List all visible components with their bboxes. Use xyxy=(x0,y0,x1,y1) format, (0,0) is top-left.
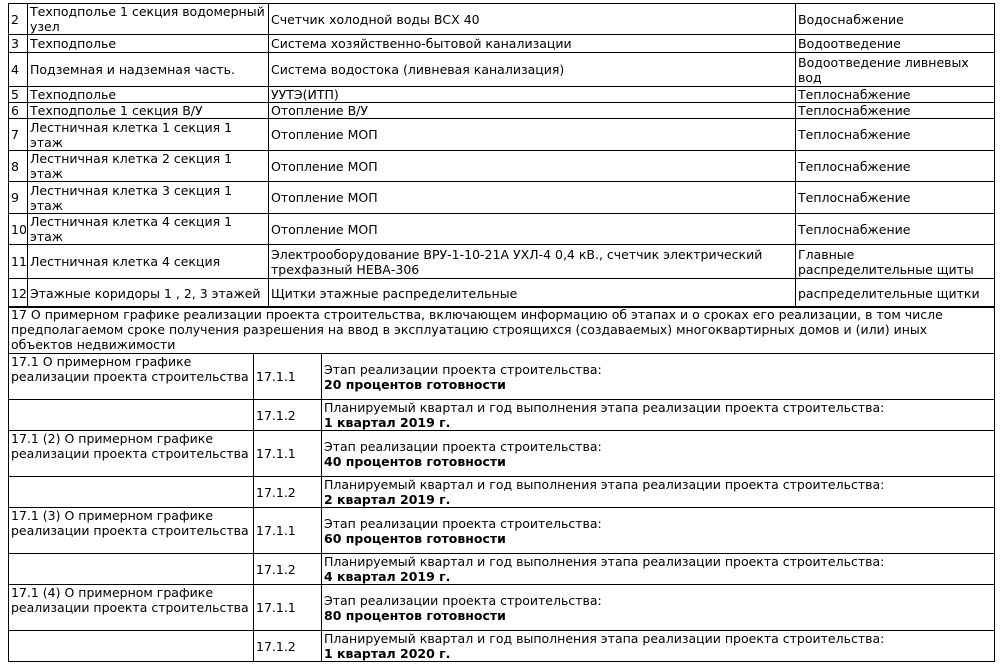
cell-purpose: Теплоснабжение xyxy=(796,182,995,214)
table-row xyxy=(9,35,995,53)
table-row xyxy=(9,87,995,103)
date-cell xyxy=(322,631,995,662)
date-code: 17.1.2 xyxy=(254,554,322,585)
stage-code: 17.1.1 xyxy=(254,585,322,631)
cell-num: 5 xyxy=(9,87,28,103)
date-code: 17.1.2 xyxy=(254,631,322,662)
cell-location: Техподполье xyxy=(28,35,269,53)
date-label: Планируемый квартал и год выполнения этапа реализации проекта строительства: xyxy=(324,631,885,646)
date-cell xyxy=(322,400,995,431)
stage-row xyxy=(9,354,995,400)
cell-num: 11 xyxy=(9,245,28,279)
cell-num: 6 xyxy=(9,103,28,119)
stage-group-label: 17.1 (4) О примерном графике реализации проекта строительства xyxy=(9,585,254,631)
cell-purpose: Водоотведение ливневых вод xyxy=(796,53,995,87)
cell-equipment: Отопление МОП xyxy=(269,151,796,182)
cell-equipment: Отопление В/У xyxy=(269,103,796,119)
cell-location: Лестничная клетка 4 секция xyxy=(28,245,269,279)
cell-purpose: Теплоснабжение xyxy=(796,214,995,245)
date-value: 1 квартал 2019 г. xyxy=(324,415,451,430)
stage-value: 60 процентов готовности xyxy=(324,530,506,546)
cell-purpose: Теплоснабжение xyxy=(796,119,995,151)
stage-code: 17.1.1 xyxy=(254,508,322,554)
stage-cell xyxy=(322,354,995,400)
cell-location: Лестничная клетка 1 секция 1 этаж xyxy=(28,119,269,151)
date-row xyxy=(9,477,995,508)
stage-label: Этап реализации проекта строительства: xyxy=(324,592,602,608)
date-row xyxy=(9,631,995,662)
stage-row xyxy=(9,585,995,631)
cell-num: 7 xyxy=(9,119,28,151)
cell-purpose: Водоотведение xyxy=(796,35,995,53)
cell-num: 3 xyxy=(9,35,28,53)
date-label: Планируемый квартал и год выполнения этапа реализации проекта строительства: xyxy=(324,400,885,415)
empty-cell xyxy=(9,400,254,431)
cell-num: 8 xyxy=(9,151,28,182)
date-value: 4 квартал 2019 г. xyxy=(324,569,451,584)
cell-location: Лестничная клетка 4 секция 1 этаж xyxy=(28,214,269,245)
schedule-table xyxy=(8,306,995,662)
cell-equipment: Щитки этажные распределительные xyxy=(269,279,796,308)
cell-equipment: Отопление МОП xyxy=(269,119,796,151)
cell-purpose: Теплоснабжение xyxy=(796,151,995,182)
cell-num: 12 xyxy=(9,279,28,308)
cell-equipment: Электрооборудование ВРУ-1-10-21А УХЛ-4 0,4 кВ., счетчик электрический трехфазный НЕВА-306 xyxy=(269,245,796,279)
empty-cell xyxy=(9,631,254,662)
table-row xyxy=(9,214,995,245)
stage-group-label: 17.1 (2) О примерном графике реализации проекта строительства xyxy=(9,431,254,477)
cell-location: Техподполье 1 секция В/У xyxy=(28,103,269,119)
date-code: 17.1.2 xyxy=(254,400,322,431)
stage-cell xyxy=(322,585,995,631)
stage-code: 17.1.1 xyxy=(254,431,322,477)
table-row xyxy=(9,245,995,279)
cell-equipment: Счетчик холодной воды ВСХ 40 xyxy=(269,4,796,35)
stage-row xyxy=(9,508,995,554)
date-label: Планируемый квартал и год выполнения этапа реализации проекта строительства: xyxy=(324,554,885,569)
cell-equipment: Отопление МОП xyxy=(269,182,796,214)
cell-purpose: Теплоснабжение xyxy=(796,87,995,103)
cell-location: Этажные коридоры 1 , 2, 3 этажей xyxy=(28,279,269,308)
date-value: 1 квартал 2020 г. xyxy=(324,646,451,661)
cell-location: Подземная и надземная часть. xyxy=(28,53,269,87)
empty-cell xyxy=(9,554,254,585)
section-17-title: 17 О примерном графике реализации проекта строительства, включающем информацию об этапах и о сроках его реализации, в том числе предполагаемом сроке получения разрешения на ввод в эксплуатацию строящихся (создаваемых) многоквартирных домов и (или) иных объектов недвижимости xyxy=(9,307,995,354)
date-cell xyxy=(322,477,995,508)
table-row xyxy=(9,53,995,87)
stage-row xyxy=(9,431,995,477)
stage-label: Этап реализации проекта строительства: xyxy=(324,515,602,531)
date-label: Планируемый квартал и год выполнения этапа реализации проекта строительства: xyxy=(324,477,885,492)
stage-value: 20 процентов готовности xyxy=(324,376,506,392)
date-value: 2 квартал 2019 г. xyxy=(324,492,451,507)
cell-purpose: Главные распределительные щиты xyxy=(796,245,995,279)
cell-num: 9 xyxy=(9,182,28,214)
stage-group-label: 17.1 О примерном графике реализации проекта строительства xyxy=(9,354,254,400)
cell-purpose: распределительные щитки xyxy=(796,279,995,308)
stage-code: 17.1.1 xyxy=(254,354,322,400)
cell-location: Лестничная клетка 2 секция 1 этаж xyxy=(28,151,269,182)
table-row xyxy=(9,119,995,151)
table-row xyxy=(9,151,995,182)
cell-equipment: Система хозяйственно-бытовой канализации xyxy=(269,35,796,53)
section-17-header-row xyxy=(9,307,995,354)
equipment-table xyxy=(8,3,995,308)
date-cell xyxy=(322,554,995,585)
table-row xyxy=(9,279,995,308)
cell-num: 4 xyxy=(9,53,28,87)
stage-label: Этап реализации проекта строительства: xyxy=(324,361,602,377)
date-row xyxy=(9,400,995,431)
cell-equipment: УУТЭ(ИТП) xyxy=(269,87,796,103)
cell-equipment: Отопление МОП xyxy=(269,214,796,245)
table-row xyxy=(9,103,995,119)
cell-location: Лестничная клетка 3 секция 1 этаж xyxy=(28,182,269,214)
stage-value: 80 процентов готовности xyxy=(324,607,506,623)
stage-label: Этап реализации проекта строительства: xyxy=(324,438,602,454)
table-row xyxy=(9,4,995,35)
cell-location: Техподполье 1 секция водомерный узел xyxy=(28,4,269,35)
cell-num: 10 xyxy=(9,214,28,245)
table-row xyxy=(9,182,995,214)
stage-cell xyxy=(322,431,995,477)
cell-equipment: Система водостока (ливневая канализация) xyxy=(269,53,796,87)
cell-num: 2 xyxy=(9,4,28,35)
stage-group-label: 17.1 (3) О примерном графике реализации проекта строительства xyxy=(9,508,254,554)
empty-cell xyxy=(9,477,254,508)
cell-location: Техподполье xyxy=(28,87,269,103)
date-code: 17.1.2 xyxy=(254,477,322,508)
stage-value: 40 процентов готовности xyxy=(324,453,506,469)
cell-purpose: Теплоснабжение xyxy=(796,103,995,119)
date-row xyxy=(9,554,995,585)
cell-purpose: Водоснабжение xyxy=(796,4,995,35)
stage-cell xyxy=(322,508,995,554)
